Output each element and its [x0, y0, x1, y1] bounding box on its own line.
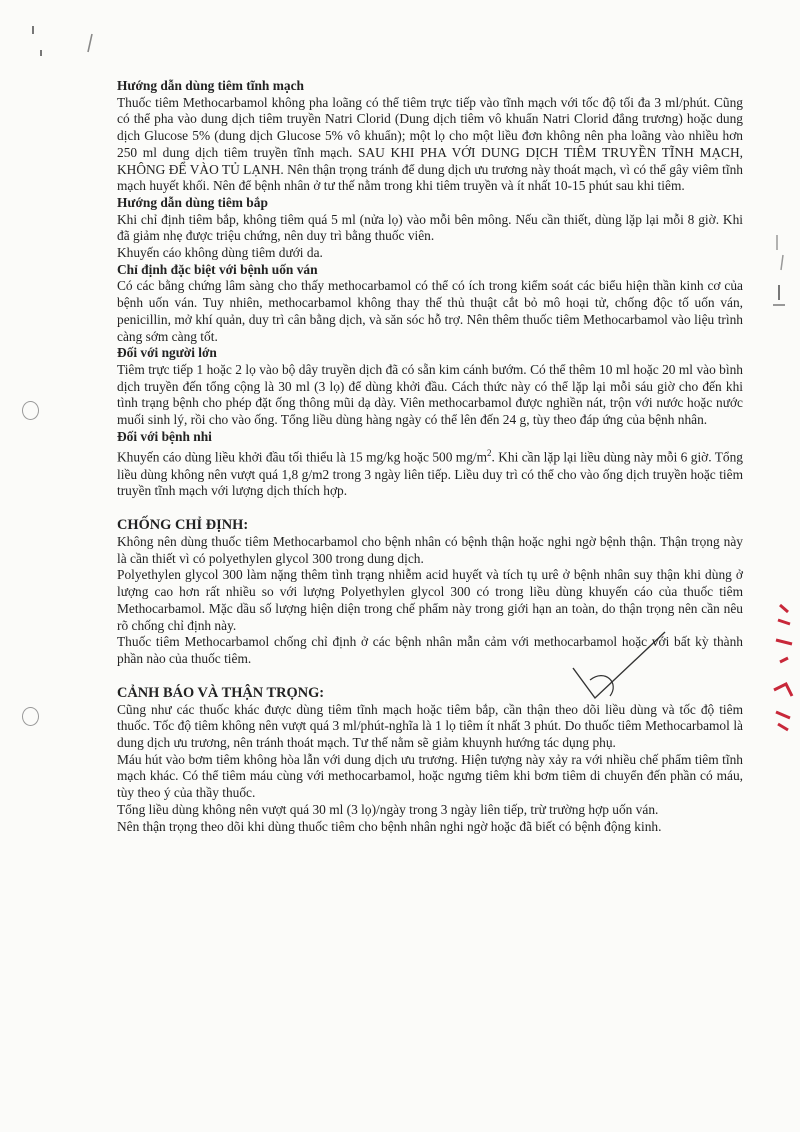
contraindication-text-2: Polyethylen glycol 300 làm nặng thêm tình trạng nhiễm acid huyết và tích tụ urê ở bệnh nhân suy thận khi dùng ở lượng cao hơn rất nhiều so với lượng Polyethylen glycol 300 có trong liều dùng khuyến cáo của thuốc tiêm Methocarbamol. Mặc dầu số lượng hiện diện trong chế phẩm này trong giới hạn an toàn, do thận trọng nên cần nêu rõ chống chỉ định này. [117, 567, 743, 633]
punch-hole-lower [22, 707, 39, 726]
contraindication-text-3: Thuốc tiêm Methocarbamol chống chỉ định ở các bệnh nhân mẫn cảm với methocarbamol hoặc với bất kỳ thành phần nào của thuốc tiêm. [117, 634, 743, 666]
warning-text-1: Cũng như các thuốc khác được dùng tiêm tĩnh mạch hoặc tiêm bắp, cần thận theo dõi liều dùng và tốc độ tiêm thuốc. Tốc độ tiêm không nên vượt quá 3 ml/phút-nghĩa là 1 lọ tiêm ít nhất 3 phút. Do thuốc tiêm Methocarbamol là dung dịch ưu trương, nên tránh thoát mạch. Tư thế nằm sẽ giảm khuynh hướng tác dụng phụ. [117, 701, 743, 751]
tetanus-heading: Chỉ định đặc biệt với bệnh uốn ván [117, 261, 318, 277]
child-text-superscript: 2 [487, 448, 492, 459]
child-text-part-b: . Khi cần lặp lại liều dùng này mỗi 6 giờ. Tổng liều dùng không nên vượt quá 1,8 g/m2 trong 3 ngày liên tiếp. Liều duy trì có thể cho vào ống dịch truyền hoặc tiêm truyền tĩnh mạch với lượng dịch thích hợp. [117, 449, 743, 499]
contraindication-text-1: Không nên dùng thuốc tiêm Methocarbamol cho bệnh nhân có bệnh thận hoặc nghi ngờ bệnh thận. Thận trọng này là cần thiết vì có polyethylen glycol 300 trong dung dịch. [117, 534, 743, 566]
warning-heading: CẢNH BÁO VÀ THẬN TRỌNG: [117, 684, 325, 701]
adult-heading: Đối với người lớn [117, 345, 217, 361]
child-text [117, 445, 743, 500]
scan-mark-top-left [28, 20, 98, 60]
contraindication-heading: CHỐNG CHỈ ĐỊNH: [117, 517, 249, 534]
iv-usage-text: Thuốc tiêm Methocarbamol không pha loãng có thể tiêm trực tiếp vào tĩnh mạch với tốc độ tối đa 3 ml/phút. Cũng có thể pha vào dung dịch tiêm truyền Natri Clorid (Dung dịch tiêm vô khuẩn Natri Clorid đẳng trương) hoặc dung dịch Glucose 5% (dung dịch Glucose 5% vô khuẩn); một lọ cho một liều đơn không nên pha loãng vào nhiều hơn 250 ml dung dịch tiêm truyền tĩnh mạch. SAU KHI PHA VỚI DUNG DỊCH TIÊM TRUYỀN TĨNH MẠCH, KHÔNG ĐỂ VÀO TỦ LẠNH. Nên thận trọng tránh để dung dịch ưu trương này thoát mạch, vì có thể gây viêm tĩnh mạch huyết khối. Nên để bệnh nhân ở tư thế nằm trong khi tiêm truyền và ít nhất 10-15 phút sau khi tiêm. [117, 94, 743, 194]
adult-text: Tiêm trực tiếp 1 hoặc 2 lọ vào bộ dây truyền dịch đã có sẵn kim cánh bướm. Có thể thêm 10 ml hoặc 20 ml vào bình dịch truyền đến tổng cộng là 30 ml (3 lọ) để dùng khởi đầu. Cách thức này có thể lặp lại mỗi sáu giờ cho đến khi tình trạng bệnh cho phép đặt ống thông mũi dạ dày. Viên methocarbamol được nghiền nát, trộn với nước hoặc nước muối sinh lý, rồi cho vào ống. Tổng liều dùng hàng ngày có thể lên đến 24 g, tùy theo đáp ứng của bệnh nhân. [117, 361, 743, 428]
child-heading: Đối với bệnh nhi [117, 428, 212, 444]
im-usage-note: Khuyến cáo không dùng tiêm dưới da. [117, 245, 323, 261]
im-usage-heading: Hướng dẫn dùng tiêm bắp [117, 194, 268, 210]
warning-text-2: Máu hút vào bơm tiêm không hòa lẫn với dung dịch ưu trương. Hiện tượng này xảy ra với nhiều chế phẩm tiêm tĩnh mạch khác. Có thể tiêm máu cùng với methocarbamol, hoặc ngưng tiêm khi bơm tiêm di chuyển đến phần có máu, tùy theo ý của thầy thuốc. [117, 751, 743, 801]
child-text-part-a: Khuyến cáo dùng liều khởi đầu tối thiểu là 15 mg/kg hoặc 500 mg/m [117, 449, 488, 465]
tetanus-text: Có các bằng chứng lâm sàng cho thấy methocarbamol có thể có ích trong kiểm soát các biểu hiện thần kinh cơ của bệnh uốn ván. Tuy nhiên, methocarbamol không thay thế thủ thuật cắt bỏ mô hoại tử, chống độc tố uốn ván, penicillin, mở khí quản, duy trì cân bằng dịch, và săn sóc hỗ trợ. Nên thêm thuốc tiêm Methocarbamol vào liệu trình càng sớm càng tốt. [117, 278, 743, 344]
scan-mark-right [765, 230, 795, 320]
document-body [117, 78, 743, 835]
red-stamp-fragment [770, 600, 798, 740]
iv-usage-heading: Hướng dẫn dùng tiêm tĩnh mạch [117, 78, 304, 93]
punch-hole-upper [22, 401, 39, 420]
warning-text-3: Tổng liều dùng không nên vượt quá 30 ml (3 lọ)/ngày trong 3 ngày liên tiếp, trừ trường hợp uốn ván. [117, 801, 659, 817]
im-usage-text: Khi chỉ định tiêm bắp, không tiêm quá 5 ml (nửa lọ) vào mỗi bên mông. Nếu cần thiết, dùng lặp lại mỗi 8 giờ. Khi đã giảm nhẹ được triệu chứng, nên duy trì bằng thuốc viên. [117, 211, 743, 244]
warning-text-4: Nên thận trọng theo dõi khi dùng thuốc tiêm cho bệnh nhân nghi ngờ hoặc đã biết có bệnh động kinh. [117, 818, 662, 834]
